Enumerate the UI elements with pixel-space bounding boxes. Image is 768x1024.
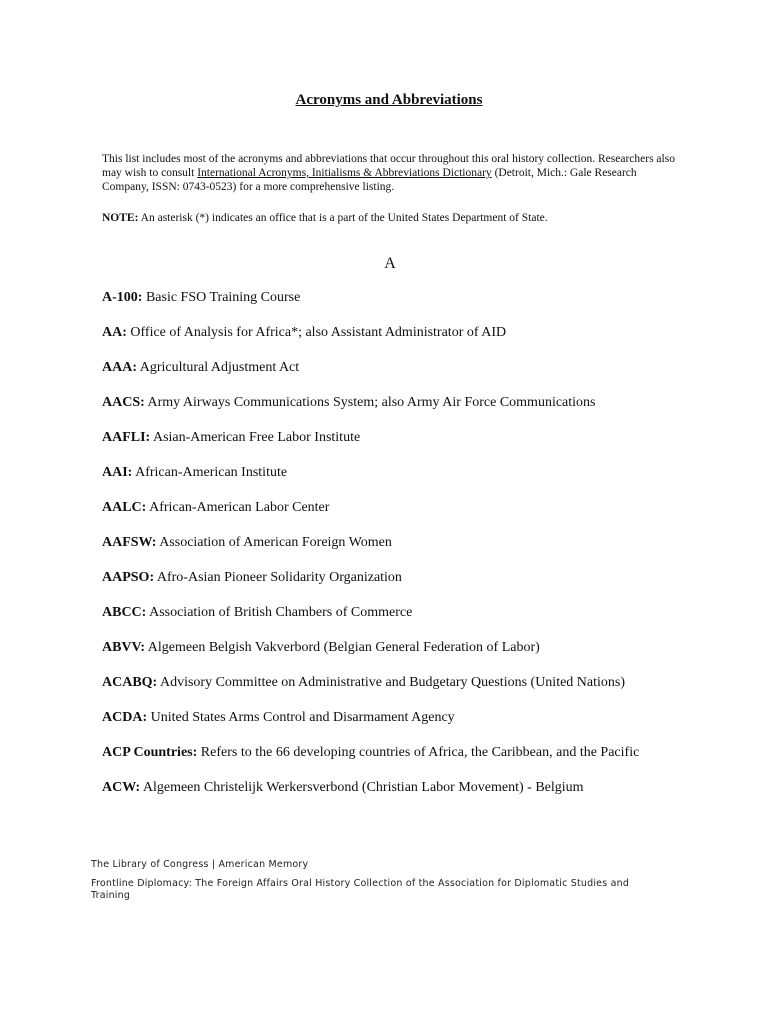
entry-term: AALC:	[102, 500, 147, 515]
list-item	[102, 745, 672, 761]
entry-definition: Algemeen Christelijk Werkersverbond (Christian Labor Movement) - Belgium	[142, 780, 584, 795]
entry-definition: Algemeen Belgish Vakverbord (Belgian General Federation of Labor)	[147, 640, 540, 655]
entry-definition: Advisory Committee on Administrative and Budgetary Questions (United Nations)	[159, 675, 626, 690]
list-item	[102, 780, 672, 796]
footer-source: The Library of Congress | American Memory	[91, 859, 309, 870]
entry-list	[102, 290, 672, 815]
reference-title: International Acronyms, Initialisms & Abbreviations Dictionary	[197, 167, 492, 179]
list-item	[102, 605, 672, 621]
list-item	[102, 360, 672, 376]
list-item	[102, 430, 672, 446]
entry-definition: Basic FSO Training Course	[145, 290, 301, 305]
entry-term: AAI:	[102, 465, 133, 480]
entry-definition: African-American Labor Center	[149, 500, 330, 515]
entry-term: ABCC:	[102, 605, 147, 620]
entry-definition: Army Airways Communications System; also Army Air Force Communications	[147, 395, 596, 410]
entry-definition: Association of American Foreign Women	[159, 535, 392, 550]
entry-term: AACS:	[102, 395, 145, 410]
entry-term: AAFSW:	[102, 535, 157, 550]
intro-text-after: (Detroit, Mich.: Gale Research Company, ISSN: 0743-0523) for a more comprehensive listing.	[102, 167, 637, 193]
list-item	[102, 395, 672, 411]
list-item	[102, 570, 672, 586]
entry-definition: Asian-American Free Labor Institute	[152, 430, 361, 445]
entry-definition: Office of Analysis for Africa*; also Assistant Administrator of AID	[130, 325, 507, 340]
intro-paragraph	[102, 152, 677, 194]
note-label: NOTE:	[102, 212, 139, 224]
list-item	[102, 500, 672, 516]
entry-definition: Afro-Asian Pioneer Solidarity Organization	[156, 570, 402, 585]
entry-term: ACW:	[102, 780, 141, 795]
entry-term: AAFLI:	[102, 430, 151, 445]
entry-term: A-100:	[102, 290, 143, 305]
list-item	[102, 325, 672, 341]
list-item	[102, 710, 672, 726]
footer-collection: Frontline Diplomacy: The Foreign Affairs Oral History Collection of the Association for Diplomatic Studies and Training	[91, 878, 630, 901]
list-item	[102, 675, 672, 691]
entry-definition: Agricultural Adjustment Act	[139, 360, 300, 375]
list-item	[102, 290, 672, 306]
intro-text-before: This list includes most of the acronyms and abbreviations that occur throughout this oral history collection. Researchers also may wish to consult	[102, 153, 675, 179]
entry-term: AAPSO:	[102, 570, 155, 585]
note-text: An asterisk (*) indicates an office that is a part of the United States Department of State.	[138, 212, 548, 224]
entry-definition: African-American Institute	[135, 465, 288, 480]
entry-term: AAA:	[102, 360, 137, 375]
entry-definition: Refers to the 66 developing countries of Africa, the Caribbean, and the Pacific	[200, 745, 640, 760]
note-paragraph	[102, 211, 677, 225]
page-title: Acronyms and Abbreviations	[295, 92, 483, 108]
list-item	[102, 640, 672, 656]
entry-term: ACABQ:	[102, 675, 158, 690]
entry-term: ABVV:	[102, 640, 146, 655]
entry-term: AA:	[102, 325, 127, 340]
entry-term: ACP Countries:	[102, 745, 198, 760]
list-item	[102, 535, 672, 551]
section-letter: A	[384, 255, 396, 272]
entry-definition: United States Arms Control and Disarmament Agency	[150, 710, 455, 725]
entry-definition: Association of British Chambers of Commerce	[149, 605, 413, 620]
entry-term: ACDA:	[102, 710, 148, 725]
list-item	[102, 465, 672, 481]
